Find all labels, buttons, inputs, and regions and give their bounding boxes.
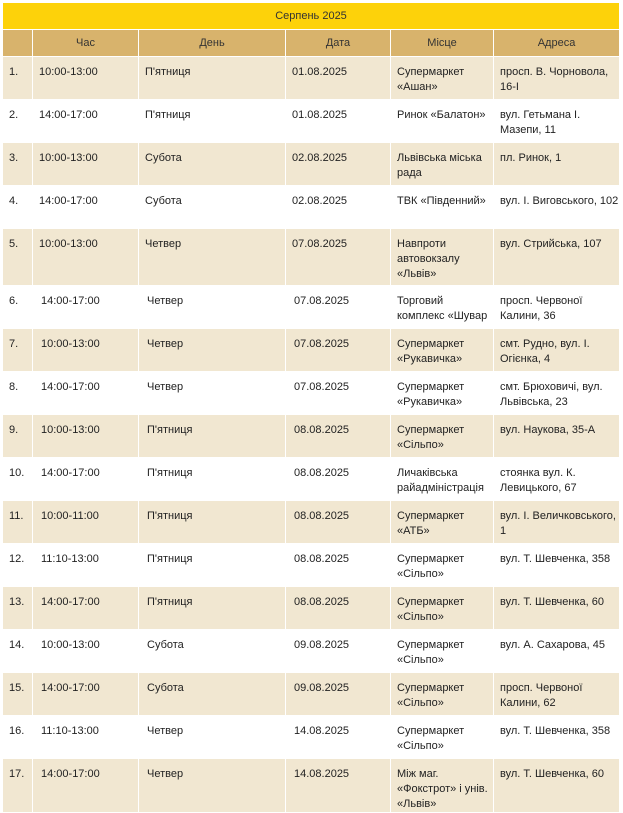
cell-day: П'ятниця [139, 544, 286, 587]
cell-day: П'ятниця [139, 57, 286, 100]
cell-num: 11. [3, 501, 33, 544]
table-row [3, 329, 620, 372]
cell-place: Ринок «Балатон» [391, 100, 494, 143]
cell-address: вул. Т. Шевченка, 60 [494, 587, 620, 630]
header-num [3, 30, 33, 57]
cell-place: Торговий комплекс «Шувар [391, 286, 494, 329]
cell-num: 6. [3, 286, 33, 329]
table-title: Серпень 2025 [3, 3, 620, 30]
cell-day: Субота [139, 673, 286, 716]
cell-address: вул. Т. Шевченка, 60 [494, 759, 620, 813]
cell-date: 14.08.2025 [286, 759, 391, 813]
cell-date: 07.08.2025 [286, 286, 391, 329]
cell-date: 09.08.2025 [286, 630, 391, 673]
cell-place: Львівська міська рада [391, 143, 494, 186]
cell-num: 10. [3, 458, 33, 501]
cell-time: 10:00-13:00 [33, 630, 139, 673]
cell-address: просп. В. Чорновола, 16-І [494, 57, 620, 100]
cell-date: 08.08.2025 [286, 544, 391, 587]
cell-num: 12. [3, 544, 33, 587]
cell-day: П'ятниця [139, 100, 286, 143]
cell-address: вул. Т. Шевченка, 358 [494, 716, 620, 759]
cell-time: 11:10-13:00 [33, 544, 139, 587]
cell-place: Супермаркет «Сільпо» [391, 544, 494, 587]
cell-num: 7. [3, 329, 33, 372]
cell-day: Субота [139, 186, 286, 229]
cell-time: 10:00-13:00 [33, 329, 139, 372]
cell-place: Супермаркет «Сільпо» [391, 587, 494, 630]
cell-place: Супермаркет «Сільпо» [391, 415, 494, 458]
cell-address: вул. І. Величковського, 1 [494, 501, 620, 544]
cell-address: пл. Ринок, 1 [494, 143, 620, 186]
header-date: Дата [286, 30, 391, 57]
schedule-table [2, 2, 620, 813]
cell-address: смт. Брюховичі, вул. Львівська, 23 [494, 372, 620, 415]
cell-date: 02.08.2025 [286, 186, 391, 229]
cell-place: Супермаркет «АТБ» [391, 501, 494, 544]
table-row [3, 372, 620, 415]
table-row [3, 501, 620, 544]
cell-address: стоянка вул. К. Левицького, 67 [494, 458, 620, 501]
cell-date: 08.08.2025 [286, 458, 391, 501]
cell-address: вул. Т. Шевченка, 358 [494, 544, 620, 587]
cell-day: Четвер [139, 716, 286, 759]
cell-date: 14.08.2025 [286, 716, 391, 759]
cell-time: 14:00-17:00 [33, 458, 139, 501]
cell-place: Між маг. «Фокстрот» і унів. «Львів» [391, 759, 494, 813]
cell-date: 07.08.2025 [286, 229, 391, 286]
cell-day: П'ятниця [139, 415, 286, 458]
header-address: Адреса [494, 30, 620, 57]
cell-address: смт. Рудно, вул. І. Огієнка, 4 [494, 329, 620, 372]
cell-time: 14:00-17:00 [33, 587, 139, 630]
table-row [3, 100, 620, 143]
cell-num: 16. [3, 716, 33, 759]
table-row [3, 759, 620, 813]
cell-date: 07.08.2025 [286, 329, 391, 372]
table-row [3, 286, 620, 329]
cell-date: 07.08.2025 [286, 372, 391, 415]
table-row [3, 630, 620, 673]
cell-time: 10:00-13:00 [33, 143, 139, 186]
cell-place: Личаківська райадміністрація [391, 458, 494, 501]
table-row [3, 587, 620, 630]
cell-num: 14. [3, 630, 33, 673]
cell-place: Супермаркет «Ашан» [391, 57, 494, 100]
cell-time: 10:00-13:00 [33, 229, 139, 286]
cell-num: 2. [3, 100, 33, 143]
cell-time: 10:00-13:00 [33, 57, 139, 100]
table-row [3, 458, 620, 501]
cell-address: вул. Стрийська, 107 [494, 229, 620, 286]
cell-time: 14:00-17:00 [33, 186, 139, 229]
cell-num: 5. [3, 229, 33, 286]
cell-date: 08.08.2025 [286, 501, 391, 544]
cell-day: Субота [139, 630, 286, 673]
cell-num: 15. [3, 673, 33, 716]
cell-place: Супермаркет «Рукавичка» [391, 329, 494, 372]
table-row [3, 229, 620, 286]
cell-day: П'ятниця [139, 501, 286, 544]
cell-place: Супермаркет «Сільпо» [391, 716, 494, 759]
cell-date: 01.08.2025 [286, 100, 391, 143]
table-row [3, 415, 620, 458]
cell-address: вул. Гетьмана І. Мазепи, 11 [494, 100, 620, 143]
cell-day: Четвер [139, 286, 286, 329]
cell-num: 9. [3, 415, 33, 458]
cell-address: вул. А. Сахарова, 45 [494, 630, 620, 673]
cell-time: 14:00-17:00 [33, 673, 139, 716]
header-time: Час [33, 30, 139, 57]
cell-num: 1. [3, 57, 33, 100]
cell-address: просп. Червоної Калини, 36 [494, 286, 620, 329]
cell-time: 10:00-13:00 [33, 415, 139, 458]
cell-place: Супермаркет «Рукавичка» [391, 372, 494, 415]
cell-time: 14:00-17:00 [33, 286, 139, 329]
cell-day: Четвер [139, 372, 286, 415]
cell-time: 14:00-17:00 [33, 100, 139, 143]
cell-time: 10:00-11:00 [33, 501, 139, 544]
cell-day: Четвер [139, 329, 286, 372]
table-row [3, 186, 620, 229]
cell-place: Навпроти автовокзалу «Львів» [391, 229, 494, 286]
cell-address: вул. І. Виговського, 102 [494, 186, 620, 229]
cell-time: 14:00-17:00 [33, 372, 139, 415]
cell-day: Четвер [139, 229, 286, 286]
header-place: Місце [391, 30, 494, 57]
cell-num: 13. [3, 587, 33, 630]
table-row [3, 143, 620, 186]
header-day: День [139, 30, 286, 57]
table-row [3, 716, 620, 759]
table-row [3, 544, 620, 587]
cell-date: 08.08.2025 [286, 415, 391, 458]
cell-num: 17. [3, 759, 33, 813]
header-row [3, 30, 620, 57]
cell-day: П'ятниця [139, 458, 286, 501]
title-row [3, 3, 620, 30]
cell-date: 01.08.2025 [286, 57, 391, 100]
cell-date: 08.08.2025 [286, 587, 391, 630]
cell-date: 02.08.2025 [286, 143, 391, 186]
cell-day: П'ятниця [139, 587, 286, 630]
table-row [3, 57, 620, 100]
cell-time: 11:10-13:00 [33, 716, 139, 759]
cell-address: просп. Червоної Калини, 62 [494, 673, 620, 716]
cell-num: 8. [3, 372, 33, 415]
cell-num: 3. [3, 143, 33, 186]
cell-address: вул. Наукова, 35-А [494, 415, 620, 458]
cell-day: Субота [139, 143, 286, 186]
cell-place: Супермаркет «Сільпо» [391, 630, 494, 673]
cell-date: 09.08.2025 [286, 673, 391, 716]
table-row [3, 673, 620, 716]
cell-place: ТВК «Південний» [391, 186, 494, 229]
cell-place: Супермаркет «Сільпо» [391, 673, 494, 716]
cell-day: Четвер [139, 759, 286, 813]
cell-num: 4. [3, 186, 33, 229]
cell-time: 14:00-17:00 [33, 759, 139, 813]
